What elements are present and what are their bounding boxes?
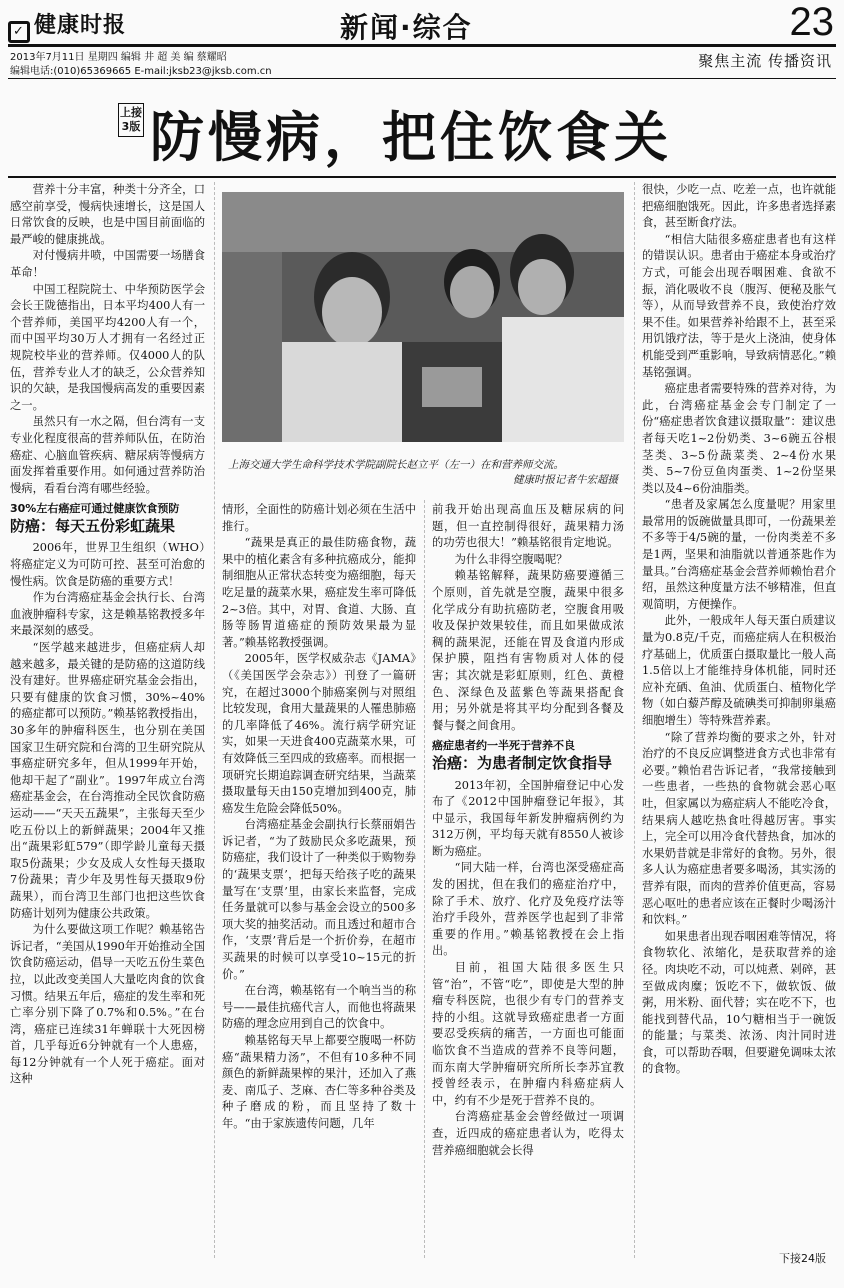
news-photo bbox=[222, 192, 624, 442]
photo-image bbox=[222, 192, 624, 442]
paragraph: 中国工程院院士、中华预防医学会会长王陇德指出，日本平均400人有一个营养师，美国平均4200人有一个，而中国平均30万人才拥有一名经过正规院校毕业的营养师。仅4000人的队伍，营养专业人才的缺乏，公众营养知识的欠缺，是我国慢病高发的重要因素之一。 bbox=[10, 282, 205, 412]
paragraph: “患者及家属怎么度量呢？用家里最常用的饭碗做量具即可，一份蔬果差不多等于4/5碗的量，一份肉类差不多是1两，坚果和油脂就以普通茶匙作为量具。”台湾癌症基金会营养师赖怡君介绍，虽然这种度量方法不够精准，但直观简明，方便操作。 bbox=[642, 498, 836, 611]
paragraph: 作为台湾癌症基金会执行长、台湾血液肿瘤科专家，这是赖基铭教授多年来最深刻的感受。 bbox=[10, 591, 205, 638]
article-column-4 bbox=[642, 182, 836, 1242]
paragraph: “医学越来越进步，但癌症病人却越来越多，最关键的是防癌的这道防线没有建好。世界癌症研究基金会指出，只要有健康的饮食习惯，30%~40%的癌症都可以预防。”赖基铭教授指出，30多年的肿瘤科医生，也分别在美国国家卫生研究院和台湾的卫生研究院从事癌症研究多年，但从1999年开始，他却干起了“副业”。1997年成立台湾癌症基金会，在台湾推动全民饮食防癌运动——“天天五蔬果”，主张每天至少吃五份以上的新鲜蔬果；2004年又推出“蔬果彩虹579”（即学龄儿童每天摄取5份蔬果；少女及成人女性每天摄取7份蔬果；青少年及男性每天摄取9份蔬果），而台湾卫生部门也把这些饮食防癌计划列为健康公共政策。 bbox=[10, 641, 205, 920]
paragraph: 在台湾，赖基铭有一个响当当的称号——最佳抗癌代言人，而他也将蔬果防癌的理念应用到自己的饮食中。 bbox=[222, 984, 416, 1031]
photo-credit: 健康时报记者牛宏超摄 bbox=[513, 474, 618, 486]
paragraph: 2013年初，全国肿瘤登记中心发布了《2012中国肿瘤登记年报》，其中显示，我国每年新发肿瘤病例约为312万例，平均每天就有8550人被诊断为癌症。 bbox=[432, 778, 624, 858]
photo-caption bbox=[228, 458, 618, 488]
continued-from-badge: 上接3版 bbox=[118, 103, 144, 137]
paragraph: 癌症患者需要特殊的营养对待，为此，台湾癌症基金会专门制定了一份“癌症患者饮食建议摄取量”：建议患者每天吃1~2份奶类、3~6碗五谷根茎类、3~5份蔬菜类、2~4份水果类、5~7份豆鱼肉蛋类、1~2份坚果类以及4~6份油脂类。 bbox=[642, 382, 836, 495]
paragraph: 台湾癌症基金会曾经做过一项调查，近四成的癌症患者认为，吃得太营养癌细胞就会长得 bbox=[432, 1110, 624, 1157]
contact-line: 编辑电话:(010)65369665 E-mail:jksb23@jksb.com.cn bbox=[10, 66, 272, 77]
date-editor-line: 2013年7月11日 星期四 编辑 井 超 美 编 蔡耀昭 bbox=[10, 52, 227, 63]
subheading-kicker: 癌症患者约一半死于营养不良 bbox=[432, 739, 575, 753]
paragraph: 台湾癌症基金会副执行长蔡丽娟告诉记者，“为了鼓励民众多吃蔬果，预防癌症，我们设计了一种类似于购物券的‘蔬果支票’，把每天给孩子吃的蔬果量写在‘支票’里，由家长来监督，完成任务量就可以参与基金会设立的500多项大奖的抽奖活动。而且透过和超市合作，‘支票’背后是一个折价券，在超市买蔬果的时候可以享受10~15元的折价。” bbox=[222, 818, 416, 981]
paragraph: 虽然只有一水之隔，但台湾有一支专业化程度很高的营养师队伍，在防治癌症、心脑血管疾病、糖尿病等慢病方面发挥着重要作用。如何通过营养防治慢病，看看台湾有哪些经验。 bbox=[10, 415, 205, 495]
subheading: 防癌：每天五份彩虹蔬果 bbox=[10, 516, 176, 535]
subheading: 治癌：为患者制定饮食指导 bbox=[432, 753, 613, 772]
paragraph: “除了营养均衡的要求之外，针对治疗的不良反应调整进食方式也非常有必要。”赖怡君告诉记者，“我常接触到一些患者，一些热的食物就会恶心呕吐，但家属以为癌症病人不能吃冷食，结果病人越吃热食吐得越厉害。事实上，完全可以用冷食代替热食，加冰的水果奶昔就是非常好的食物。另外，很多人认为癌症患者要多喝汤，其实汤的营养有限，而肉的营养价值更高，容易恶心呕吐的患者应该在正餐时少喝汤汁和饮料。” bbox=[642, 730, 836, 927]
paragraph: 情形，全面性的防癌计划必须在生活中推行。 bbox=[222, 503, 416, 533]
section-title: 新闻·综合 bbox=[340, 11, 473, 44]
article-column-3 bbox=[432, 502, 624, 1272]
slogan: 聚焦主流 传播资讯 bbox=[698, 52, 832, 70]
paragraph: 2006年，世界卫生组织（WHO）将癌症定义为可防可控、甚至可治愈的慢性病。饮食是防癌的重要方式！ bbox=[10, 541, 205, 588]
article-column-1 bbox=[10, 182, 205, 1262]
headline: 防慢病，把住饮食关 bbox=[150, 106, 672, 169]
column-divider bbox=[214, 182, 215, 1258]
caption-text: 上海交通大学生命科学技术学院副院长赵立平（左一）在和营养师交流。 bbox=[228, 459, 564, 471]
paragraph: “同大陆一样，台湾也深受癌症高发的困扰，但在我们的癌症治疗中，除了手术、放疗、化疗及免疫疗法等治疗手段外，营养医学也起到了非常重要的作用。”赖基铭教授在会上指出。 bbox=[432, 861, 624, 958]
paragraph: “蔬果是真正的最佳防癌食物，蔬果中的植化素含有多种抗癌成分，能抑制细胞从正常状态转变为癌细胞，每天吃足量的蔬菜水果，癌症发生率可降低2~3倍。其中，对胃、食道、大肠、直肠等肠胃道癌症的预防效果最为显著。”赖基铭教授强调。 bbox=[222, 536, 416, 649]
paragraph: 目前，祖国大陆很多医生只管“治”，不管“吃”，即使是大型的肿瘤专科医院，也很少有专门的营养支持的小组。这就导致癌症患者一方面要忍受疾病的痛苦，一方面也可能面临饮食不当造成的营养不良等问题，而东南大学肿瘤研究所所长李苏宜教授曾经表示，在肿瘤内科癌症病人中，约有不少是死于营养不良的。 bbox=[432, 961, 624, 1107]
paragraph: “相信大陆很多癌症患者也有这样的错误认识。患者由于癌症本身或治疗方式，可能会出现吞咽困难、食欲不振，消化吸收不良（腹泻、便秘及胀气等），从而导致营养不良，致使治疗效果不佳。如果营养补给跟不上，甚至采用饥饿疗法，等于是火上浇油，使身体机能受到严重影响，导致病情恶化。”赖基铭强调。 bbox=[642, 232, 836, 379]
subheading-kicker: 30%左右癌症可通过健康饮食预防 bbox=[10, 502, 180, 516]
paragraph: 此外，一般成年人每天蛋白质建议量为0.8克/千克，而癌症病人在积极治疗基础上，优质蛋白摄取量比一般人高1.5倍以上才能维持身体机能，同时还应补充硒、鱼油、优质蛋白、植物化学物（如白藜芦醇及硫碘类可抑制卵巢癌细胞增生）等特殊营养素。 bbox=[642, 614, 836, 727]
paragraph: 为什么非得空腹喝呢？ bbox=[454, 552, 568, 566]
divider bbox=[8, 78, 836, 79]
paragraph: 对付慢病井喷，中国需要一场膳食革命！ bbox=[10, 249, 205, 279]
paragraph: 2005年，医学权威杂志《JAMA》（《美国医学会杂志》）刊登了一篇研究，在超过3000个肺癌案例与对照组比较发现，食用大量蔬果的人罹患肺癌的几率降低了46%。流行病学研究证实，如果一天进食400克蔬菜水果，可有效降低三至四成的致癌率。而根据一项研究长期追踪调查研究结果，当蔬菜摄取量每天由150克增加到400克，肺癌发生危险会降低50%。 bbox=[222, 652, 416, 815]
continued-on-label: 下接24版 bbox=[779, 1252, 826, 1265]
paragraph: 赖基铭每天早上都要空腹喝一杯防癌“蔬果精力汤”，不但有10多种不同颜色的新鲜蔬果榨的果汁，还加入了燕麦、南瓜子、芝麻、杏仁等多种谷类及种子磨成的粉，而且坚持了数十年。“由于家族遗传问题，几年 bbox=[222, 1034, 416, 1130]
paragraph: 如果患者出现吞咽困难等情况，将食物软化、浓缩化，是获取营养的途径。肉块吃不动，可以炖煮、剁碎，甚至做成肉糜；饭吃不下，做软饭、做粥，用米粉、面代替；实在吃不下，也能找到替代品，10勺糖相当于一碗饭的能量；与菜类、浓汤、肉汁同时进食，可以帮助吞咽，但要避免调味太浓的食物。 bbox=[642, 929, 836, 1076]
logo-text: 健康时报 bbox=[34, 13, 127, 38]
column-divider bbox=[634, 182, 635, 1258]
paragraph: 很快，少吃一点、吃差一点，也许就能把癌细胞饿死。因此，许多患者选择素食，甚至断食疗法。 bbox=[642, 183, 836, 230]
logo-icon: ✓ bbox=[8, 21, 30, 43]
paragraph: 前我开始出现高血压及糖尿病的问题，但一直控制得很好，蔬果精力汤的功劳也很大！”赖基铭很肯定地说。 bbox=[432, 503, 624, 550]
masthead-logo bbox=[8, 8, 126, 43]
article-column-2 bbox=[222, 502, 416, 1272]
page-number: 23 bbox=[789, 0, 834, 44]
paragraph: 赖基铭解释，蔬果防癌要遵循三个原则，首先就是空腹，蔬果中很多化学成分有助抗癌防老，空腹食用吸收及保护效果较佳，而且如果做成浓稠的蔬果泥，还能在胃及食道内形成保护膜，阻挡有害物质对人体的侵害；其次就是彩虹原则，红色、黄橙色、深绿色及蓝紫色等蔬果搭配食用；另外就是将其平均分配到各餐及餐与餐之间食用。 bbox=[432, 569, 624, 732]
paragraph: 营养十分丰富，种类十分齐全，口感空前享受，慢病快速增长，这是国人日常饮食的反映，也是中国目前面临的最严峻的健康挑战。 bbox=[10, 183, 205, 246]
divider bbox=[8, 176, 836, 178]
divider bbox=[8, 44, 836, 47]
column-divider bbox=[424, 500, 425, 1258]
paragraph: 为什么要做这项工作呢？赖基铭告诉记者，“美国从1990年开始推动全国饮食防癌运动，倡导一天吃五份生菜色拉，以此改变美国人大量吃肉食的饮食习惯。结果五年后，癌症的发生率和死亡率分别下降了0.7%和0.5%。”在台湾，癌症已连续31年蝉联十大死因榜首，几乎每近6分钟就有一个人患癌，每12分钟就有一个人死于癌症。面对这种 bbox=[10, 923, 205, 1086]
